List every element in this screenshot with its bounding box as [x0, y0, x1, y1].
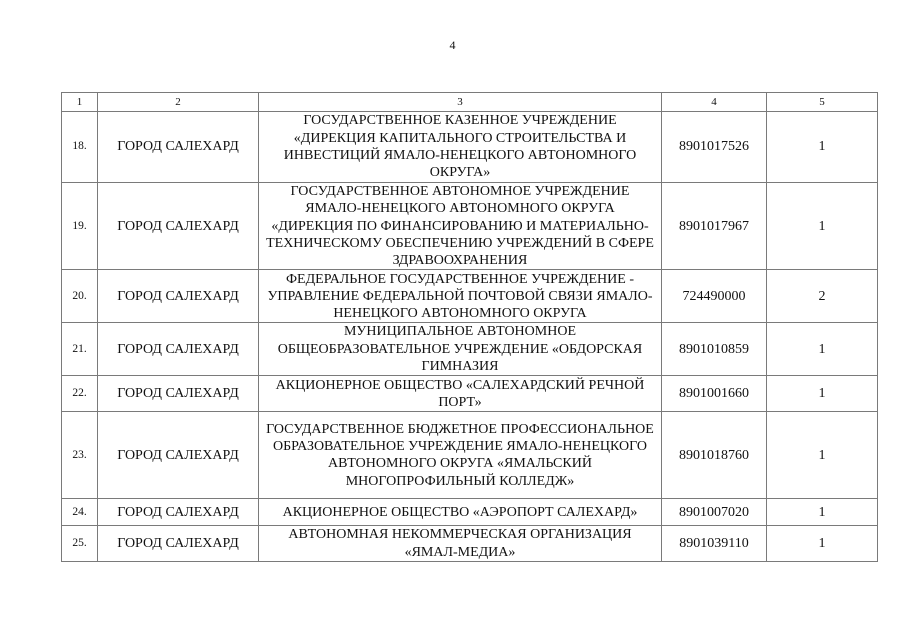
- page-number: 4: [449, 38, 456, 52]
- row-number: 23.: [62, 412, 98, 499]
- table-row: [62, 499, 878, 526]
- city-cell: ГОРОД САЛЕХАРД: [98, 112, 259, 183]
- organization-cell: АВТОНОМНАЯ НЕКОММЕРЧЕСКАЯ ОРГАНИЗАЦИЯ «ЯМАЛ-МЕДИА»: [259, 526, 662, 562]
- inn-cell: 8901007020: [662, 499, 767, 526]
- row-number: 24.: [62, 499, 98, 526]
- table-row: [62, 183, 878, 270]
- organization-cell: ГОСУДАРСТВЕННОЕ АВТОНОМНОЕ УЧРЕЖДЕНИЕ ЯМАЛО-НЕНЕЦКОГО АВТОНОМНОГО ОКРУГА «ДИРЕКЦИЯ ПО ФИНАНСИРОВАНИЮ И МАТЕРИАЛЬНО-ТЕХНИЧЕСКОМУ ОБЕСПЕЧЕНИЮ УЧРЕЖДЕНИЙ В СФЕРЕ ЗДРАВООХРАНЕНИЯ: [259, 183, 662, 270]
- organizations-table: [61, 92, 878, 562]
- table-row: [62, 412, 878, 499]
- city-cell: ГОРОД САЛЕХАРД: [98, 499, 259, 526]
- column-header: 5: [767, 93, 878, 112]
- column-header: 2: [98, 93, 259, 112]
- inn-cell: 8901010859: [662, 323, 767, 376]
- table-row: [62, 112, 878, 183]
- table-row: [62, 376, 878, 412]
- count-cell: 2: [767, 270, 878, 323]
- city-cell: ГОРОД САЛЕХАРД: [98, 323, 259, 376]
- table-row: [62, 526, 878, 562]
- inn-cell: 8901018760: [662, 412, 767, 499]
- count-cell: 1: [767, 376, 878, 412]
- inn-cell: 8901017526: [662, 112, 767, 183]
- inn-cell: 8901039110: [662, 526, 767, 562]
- header-row: [62, 93, 878, 112]
- row-number: 25.: [62, 526, 98, 562]
- organization-cell: ФЕДЕРАЛЬНОЕ ГОСУДАРСТВЕННОЕ УЧРЕЖДЕНИЕ - УПРАВЛЕНИЕ ФЕДЕРАЛЬНОЙ ПОЧТОВОЙ СВЯЗИ ЯМАЛО-НЕНЕЦКОГО АВТОНОМНОГО ОКРУГА: [259, 270, 662, 323]
- count-cell: 1: [767, 323, 878, 376]
- inn-cell: 8901017967: [662, 183, 767, 270]
- row-number: 19.: [62, 183, 98, 270]
- row-number: 22.: [62, 376, 98, 412]
- count-cell: 1: [767, 526, 878, 562]
- city-cell: ГОРОД САЛЕХАРД: [98, 270, 259, 323]
- table-row: [62, 270, 878, 323]
- count-cell: 1: [767, 112, 878, 183]
- city-cell: ГОРОД САЛЕХАРД: [98, 412, 259, 499]
- table-row: [62, 323, 878, 376]
- row-number: 21.: [62, 323, 98, 376]
- count-cell: 1: [767, 183, 878, 270]
- organization-cell: ГОСУДАРСТВЕННОЕ КАЗЕННОЕ УЧРЕЖДЕНИЕ «ДИРЕКЦИЯ КАПИТАЛЬНОГО СТРОИТЕЛЬСТВА И ИНВЕСТИЦИЙ ЯМАЛО-НЕНЕЦКОГО АВТОНОМНОГО ОКРУГА»: [259, 112, 662, 183]
- row-number: 20.: [62, 270, 98, 323]
- organization-cell: АКЦИОНЕРНОЕ ОБЩЕСТВО «САЛЕХАРДСКИЙ РЕЧНОЙ ПОРТ»: [259, 376, 662, 412]
- count-cell: 1: [767, 412, 878, 499]
- organization-cell: МУНИЦИПАЛЬНОЕ АВТОНОМНОЕ ОБЩЕОБРАЗОВАТЕЛЬНОЕ УЧРЕЖДЕНИЕ «ОБДОРСКАЯ ГИМНАЗИЯ: [259, 323, 662, 376]
- column-header: 4: [662, 93, 767, 112]
- organization-cell: АКЦИОНЕРНОЕ ОБЩЕСТВО «АЭРОПОРТ САЛЕХАРД»: [259, 499, 662, 526]
- row-number: 18.: [62, 112, 98, 183]
- column-header: 3: [259, 93, 662, 112]
- column-header: 1: [62, 93, 98, 112]
- city-cell: ГОРОД САЛЕХАРД: [98, 183, 259, 270]
- city-cell: ГОРОД САЛЕХАРД: [98, 526, 259, 562]
- organization-cell: ГОСУДАРСТВЕННОЕ БЮДЖЕТНОЕ ПРОФЕССИОНАЛЬНОЕ ОБРАЗОВАТЕЛЬНОЕ УЧРЕЖДЕНИЕ ЯМАЛО-НЕНЕЦКОГО АВТОНОМНОГО ОКРУГА «ЯМАЛЬСКИЙ МНОГОПРОФИЛЬНЫЙ КОЛЛЕДЖ»: [259, 412, 662, 499]
- inn-cell: 8901001660: [662, 376, 767, 412]
- inn-cell: 724490000: [662, 270, 767, 323]
- count-cell: 1: [767, 499, 878, 526]
- city-cell: ГОРОД САЛЕХАРД: [98, 376, 259, 412]
